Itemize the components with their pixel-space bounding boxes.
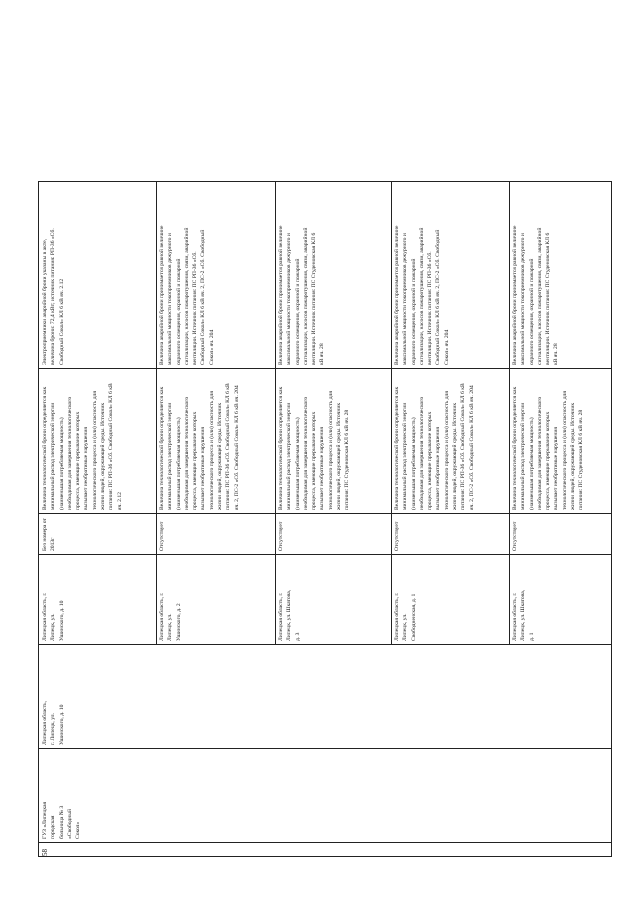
text-line: «Свободный <box>66 808 73 839</box>
text-line: технологического процесса и (или) опасность для <box>443 391 450 510</box>
text-line: питания: ПС Студеновская КЛ 6 кВ яч. 28 <box>344 409 351 510</box>
text-line: Отсутствует <box>159 521 165 551</box>
text-line: необходимая для завершения технологического <box>302 396 309 510</box>
text-line: вызывает необратимые нарушения <box>435 427 442 510</box>
text-line: минимальный расход электрической энергии <box>50 402 57 510</box>
band-emergency-armor-cell <box>275 182 391 368</box>
text-line: яч. 2, ПС-2 «Сб. Свободный Сокол» КЛ 6 кВ яч. 204 <box>233 385 240 510</box>
band-tech-armor-cell-text <box>41 371 124 510</box>
text-line: Липецкая область, г. <box>512 592 518 641</box>
text-line: Липецк, ул. <box>167 613 174 641</box>
band-address-cell-text <box>511 557 536 641</box>
data-table <box>38 181 612 857</box>
table-grid-hline <box>39 842 611 843</box>
band-emergency-armor-cell <box>391 182 509 368</box>
row-number-cell <box>39 842 79 858</box>
text-line: вызывает необратимые нарушения <box>553 427 560 510</box>
text-line: вентиляции. Источник питания: ПС Студеновская КЛ 6 <box>545 232 552 365</box>
band-emergency-armor-cell-text <box>158 185 216 365</box>
text-line: Свободненская, д. 1 <box>410 593 417 641</box>
band-address-cell-text <box>393 557 418 641</box>
band-address-cell <box>39 554 156 644</box>
text-line: процесса, имеющие прерывание которых <box>427 411 434 510</box>
text-line: питания: ПС Студеновская КЛ 6 кВ яч. 28 <box>578 409 585 510</box>
text-line: городская <box>50 815 57 839</box>
band-tech-armor-cell <box>39 368 156 513</box>
text-line: Свободный Сокол» КЛ 6 кВ яч. 2.12 <box>58 278 65 365</box>
band-address-cell-text <box>41 557 66 641</box>
text-line: (наименьшая потребляемая мощность) <box>294 417 301 510</box>
band-armor-doc-cell <box>275 513 391 554</box>
text-line: Отсутствует <box>394 521 400 551</box>
text-line: вызывает необратимые нарушения <box>319 427 326 510</box>
text-line: Ушинского, д. 10 <box>58 704 65 745</box>
text-line: Липецкая область, г. <box>278 592 284 641</box>
band-address-cell-text <box>277 557 302 641</box>
text-line: Липецк, ул. Шкатова, <box>286 589 293 641</box>
band-emergency-armor-cell <box>39 182 156 368</box>
text-line: Электроприемники аварийной брони указаны в акте, <box>42 238 48 365</box>
text-line: кВ яч. 28 <box>553 343 560 365</box>
text-line: технологического процесса и (или) опасность для <box>327 391 334 510</box>
band-armor-doc-cell <box>509 513 613 554</box>
org-cell <box>39 748 156 842</box>
text-line: Липецкая область, г. <box>159 592 165 641</box>
band-armor-doc-cell-text <box>277 516 285 551</box>
text-line: Без номера от <box>42 518 48 551</box>
band-tech-armor-cell-text <box>277 371 352 510</box>
text-line: жизни людей, окружающей среды. Источник <box>570 402 577 510</box>
text-line: охранного освещения, охранной и пожарной <box>294 258 301 365</box>
text-line: Величина аварийной брони принимается равной величине <box>512 225 518 365</box>
text-line: необходимая для завершения технологического <box>418 396 425 510</box>
text-line: минимальный расход электрической энергии <box>520 402 527 510</box>
text-line: питания: ПС РП-36 «Сб. Свободный Сокол» КЛ 6 кВ <box>108 383 115 510</box>
text-line: Величина аварийной брони принимается равной величине <box>159 225 165 365</box>
text-line: минимальный расход электрической энергии <box>286 402 293 510</box>
text-line: технологического процесса и (или) опасность для <box>91 391 98 510</box>
text-line: питания: ПС РП-36 «Сб. Свободный Сокол» КЛ 6 кВ <box>460 383 467 510</box>
text-line: (наименьшая потребляемая мощность) <box>175 417 182 510</box>
text-line: Свободный Сокол» КЛ 6 кВ яч. 2, ПС-2 «Сб. Свободный <box>200 229 207 365</box>
text-line: необходимая для завершения технологического <box>183 396 190 510</box>
text-line: сигнализации, насосов пожаротушения, связи, аварийной <box>536 227 543 365</box>
text-line: г. Липецк, ул. <box>50 713 57 745</box>
text-line: (наименьшая потребляемая мощность) <box>410 417 417 510</box>
band-tech-armor-cell-text <box>511 371 586 510</box>
text-line: Сокол» яч. 204 <box>208 329 215 365</box>
text-line: процесса, имеющие прерывание которых <box>311 411 318 510</box>
band-tech-armor-cell <box>275 368 391 513</box>
band-armor-doc-cell <box>156 513 275 554</box>
text-line: Величина технологической брони определяется как <box>512 386 518 510</box>
band-address-cell <box>156 554 275 644</box>
text-line: кВ яч. 28 <box>319 343 326 365</box>
text-line: жизни людей, окружающей среды. Источник <box>100 402 107 510</box>
text-line: Величина технологической брони определяется как <box>42 386 48 510</box>
text-line: процесса, имеющие прерывание которых <box>75 411 82 510</box>
text-line: необходимая для завершения технологического <box>66 396 73 510</box>
band-emergency-armor-cell <box>509 182 613 368</box>
main-address-cell-text <box>41 647 66 745</box>
text-line: Величина аварийной брони принимается равной величине <box>278 225 284 365</box>
band-address-cell-text <box>158 557 183 641</box>
text-line: Отсутствует <box>278 521 284 551</box>
text-line: Ушинского, д. 10 <box>58 600 65 641</box>
text-line: максимальной мощности токоприемников дежурного и <box>286 233 293 365</box>
text-line: питания: ПС РП-36 «Сб. Свободный Сокол» КЛ 6 кВ <box>225 383 232 510</box>
text-line: жизни людей, окружающей среды. Источник <box>336 402 343 510</box>
text-line: ГУЗ «Липецкая <box>42 801 48 839</box>
band-tech-armor-cell-text <box>158 371 241 510</box>
text-line: Липецк, ул. <box>402 613 409 641</box>
band-address-cell <box>275 554 391 644</box>
text-line: жизни людей, окружающей среды. Источник <box>217 402 224 510</box>
text-line: процесса, имеющие прерывание которых <box>545 411 552 510</box>
text-line: вентиляции. Источник питания: ПС Студеновская КЛ 6 <box>311 232 318 365</box>
band-armor-doc-cell <box>391 513 509 554</box>
text-line: сигнализации, насосов пожаротушения, связи, аварийной <box>302 227 309 365</box>
text-line: (наименьшая потребляемая мощность) <box>58 417 65 510</box>
band-address-cell <box>391 554 509 644</box>
text-line: больница № 3 <box>58 805 65 839</box>
text-line: максимальной мощности токоприемников дежурного и <box>520 233 527 365</box>
text-line: Ушинского, д. 2 <box>175 603 182 641</box>
text-line: Липецкая область, <box>42 701 48 745</box>
text-line: вызывает необратимые нарушения <box>200 427 207 510</box>
text-line: охранного освещения, охранной и пожарной <box>410 258 417 365</box>
text-line: д. 3 <box>294 632 301 641</box>
band-tech-armor-cell <box>156 368 275 513</box>
band-emergency-armor-cell-text <box>41 185 66 365</box>
text-line: максимальной мощности токоприемников дежурного и <box>167 233 174 365</box>
org-cell-text <box>41 751 82 839</box>
text-line: охранного освещения, охранной и пожарной <box>175 258 182 365</box>
text-line: Величина технологической брони определяется как <box>394 386 400 510</box>
text-line: Свободный Сокол» КЛ 6 кВ яч. 2, ПС-2 «Сб. Свободный <box>435 229 442 365</box>
text-line: величина брони: 72,4 кВт; источник питания: РП-36 «Сб. <box>50 228 57 365</box>
text-line: сигнализации, насосов пожаротушения, связи, аварийной <box>183 227 190 365</box>
text-line: Сокол» <box>75 821 82 839</box>
band-emergency-armor-cell-text <box>277 185 327 365</box>
text-line: д. 1 <box>528 632 535 641</box>
text-line: технологического процесса и (или) опасность для <box>561 391 568 510</box>
text-line: Липецкая область, г. <box>42 592 48 641</box>
text-line: Отсутствует <box>512 521 518 551</box>
band-armor-doc-cell-text <box>41 516 58 551</box>
main-address-cell <box>39 644 156 748</box>
text-line: яч. 2, ПС-2 «Сб. Свободный Сокол» КЛ 6 кВ яч. 204 <box>468 385 475 510</box>
text-line: вентиляции. Источник питания: ПС РП-36 «Сб. <box>192 251 199 365</box>
text-line: необходимая для завершения технологического <box>536 396 543 510</box>
text-line: 2013г <box>50 537 57 551</box>
band-emergency-armor-cell-text <box>393 185 451 365</box>
band-address-cell <box>509 554 613 644</box>
text-line: минимальный расход электрической энергии <box>167 402 174 510</box>
text-line: жизни людей, окружающей среды. Источник <box>452 402 459 510</box>
text-line: вентиляции. Источник питания: ПС РП-36 «Сб. <box>427 251 434 365</box>
text-line: Величина технологической брони определяется как <box>278 386 284 510</box>
band-armor-doc-cell-text <box>158 516 166 551</box>
text-line: охранного освещения, охранной и пожарной <box>528 258 535 365</box>
text-line: (наименьшая потребляемая мощность) <box>528 417 535 510</box>
text-line: Липецк, ул. <box>50 613 57 641</box>
band-tech-armor-cell-text <box>393 371 476 510</box>
band-armor-doc-cell-text <box>511 516 519 551</box>
band-armor-doc-cell <box>39 513 156 554</box>
text-line: сигнализации, насосов пожаротушения, связи, аварийной <box>418 227 425 365</box>
text-line: Сокол» яч. 204 <box>443 329 450 365</box>
text-line: процесса, имеющие прерывание которых <box>192 411 199 510</box>
text-line: Величина технологической брони определяется как <box>159 386 165 510</box>
band-armor-doc-cell-text <box>393 516 401 551</box>
text-line: вызывает необратимые нарушения <box>83 427 90 510</box>
text-line: Величина аварийной брони принимается равной величине <box>394 225 400 365</box>
band-tech-armor-cell <box>509 368 613 513</box>
text-line: максимальной мощности токоприемников дежурного и <box>402 233 409 365</box>
text-line: технологического процесса и (или) опасность для <box>208 391 215 510</box>
text-line: минимальный расход электрической энергии <box>402 402 409 510</box>
band-emergency-armor-cell-text <box>511 185 561 365</box>
band-tech-armor-cell <box>391 368 509 513</box>
band-emergency-armor-cell <box>156 182 275 368</box>
text-line: Липецк, ул. Шкатова, <box>520 589 527 641</box>
row-number: 58 <box>41 849 49 856</box>
text-line: Липецкая область, г. <box>394 592 400 641</box>
text-line: яч. 2.12 <box>116 492 123 510</box>
